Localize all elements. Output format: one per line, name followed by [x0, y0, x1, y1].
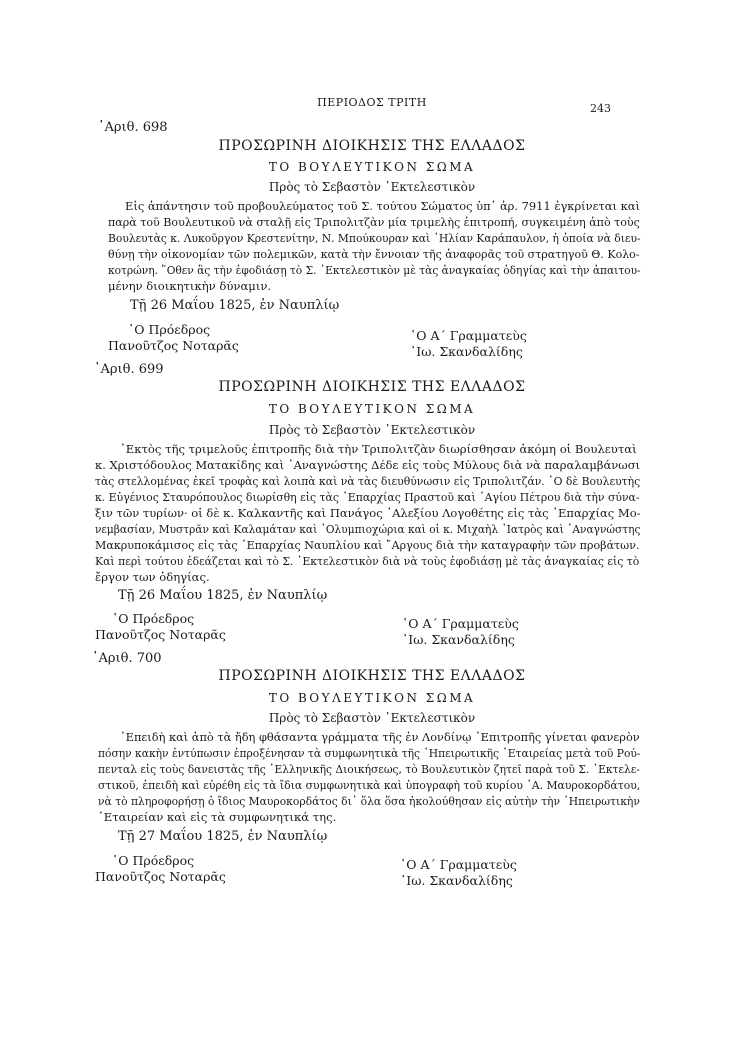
document-heading: ΠΡΟΣΩΡΙΝΗ ΔΙΟΙΚΗΣΙΣ ΤΗΣ ΕΛΛΑΔΟΣ — [218, 668, 526, 684]
document-addressee: Πρὸς τὸ Σεβαστὸν ᾿Εκτελεστικὸν — [268, 180, 476, 194]
president-name: Πανοῦτζος Νοταρᾶς — [95, 627, 226, 642]
document-date: Τῇ 26 Μαΐου 1825, ἐν Ναυπλίῳ — [130, 298, 340, 313]
body-line: νὰ τὸ πληροφορήσῃ ὁ ἴδιος Μαυροκορδάτος δι᾿ ὅλα ὅσα ἠκολούθησαν εἰς αὐτὴν τὴν ᾿Ηπειρωτικὴν — [98, 794, 640, 808]
body-line: ᾿Επειδὴ καὶ ἀπὸ τὰ ἤδη φθάσαντα γράμματα τῆς ἐν Λονδίνῳ ᾿Επιτροπῆς γίνεται φανερὸν — [120, 730, 640, 744]
body-line: Εἰς ἀπάντησιν τοῦ προβουλεύματος τοῦ Σ. τούτου Σώματος ὑπ᾿ ἀρ. 7911 ἐγκρίνεται καὶ — [125, 199, 640, 213]
president-title: ῾Ο Πρόεδρος — [128, 322, 211, 337]
document-heading: ΠΡΟΣΩΡΙΝΗ ΔΙΟΙΚΗΣΙΣ ΤΗΣ ΕΛΛΑΔΟΣ — [218, 138, 526, 154]
document-date: Τῇ 26 Μαΐου 1825, ἐν Ναυπλίῳ — [118, 588, 328, 603]
president-name: Πανοῦτζος Νοταρᾶς — [95, 869, 226, 884]
document-number: ᾿Αριθ. 699 — [94, 362, 164, 377]
page-number: 243 — [590, 102, 611, 115]
document-subheading: ΤΟ ΒΟΥΛΕΥΤΙΚΟΝ ΣΩΜΑ — [268, 160, 476, 174]
president-title: ῾Ο Πρόεδρος — [112, 611, 195, 626]
body-line: ῾Εταιρείαν καὶ εἰς τὰ συμφωνητικά της. — [98, 810, 337, 824]
secretary-name: ᾿Ιω. Σκανδαλίδης — [402, 632, 515, 647]
document-number: ᾿Αριθ. 700 — [92, 651, 162, 666]
body-line: κοτρώνη. ῞Οθεν ἃς τὴν ἐφοδιάσῃ τὸ Σ. ᾿Εκτελεστικὸν μὲ τὰς ἀναγκαίας ὁδηγίας καὶ τὴν ἀπαιτου- — [108, 263, 641, 277]
president-name: Πανοῦτζος Νοταρᾶς — [108, 338, 239, 353]
secretary-name: ᾿Ιω. Σκανδαλίδης — [410, 344, 523, 359]
body-line: πόσην κακὴν ἐντύπωσιν ἐπροξένησαν τὰ συμφωνητικὰ τῆς ᾿Ηπειρωτικῆς ῾Εταιρείας μετὰ τοῦ Ρού- — [98, 746, 641, 760]
body-line: κ. Εὐγένιος Σταυρόπουλος διωρίσθη εἰς τὰς ᾿Επαρχίας Πραστοῦ καὶ ῾Αγίου Πέτρου διὰ τὴν σύνα- — [95, 490, 640, 504]
body-line: κ. Χριστόδουλος Ματακίδης καὶ ᾿Αναγνώστης Δέδε εἰς τοὺς Μύλους διὰ νὰ παραλαμβάνωσι — [95, 458, 641, 472]
body-line: θύνῃ τὴν οἰκονομίαν τῶν πολεμικῶν, κατὰ τὴν ἔννοιαν τῆς ἀναφορᾶς τοῦ στρατηγοῦ Θ. Κολο- — [108, 247, 640, 261]
body-line: ξιν τῶν τυρίων· οἱ δὲ κ. Καλκαντῆς καὶ Πανάγος ᾿Αλεξίου Λογοθέτης εἰς τὰς ᾿Επαρχίας Μο- — [95, 506, 641, 520]
document-subheading: ΤΟ ΒΟΥΛΕΥΤΙΚΟΝ ΣΩΜΑ — [268, 691, 476, 705]
body-line: Μακρυποκάμισος εἰς τὰς ᾿Επαρχίας Ναυπλίου καὶ ῎Αργους διὰ τὴν καταγραφὴν τῶν προβάτων. — [95, 538, 640, 552]
document-number: ᾿Αριθ. 698 — [98, 120, 168, 135]
document-date: Τῇ 27 Μαΐου 1825, ἐν Ναυπλίῳ — [118, 829, 328, 844]
body-line: Καὶ περὶ τούτου ἐδεάζεται καὶ τὸ Σ. ᾿Εκτελεστικὸν διὰ νὰ τοὺς ἐφοδιάσῃ μὲ τὰς ἀναγκαίας εἰς τὸ — [95, 554, 640, 568]
secretary-title: ῾Ο Α΄ Γραμματεὺς — [402, 616, 519, 631]
body-line: παρὰ τοῦ Βουλευτικοῦ νὰ σταλῇ εἰς Τριπολιτζὰν μία τριμελὴς ἐπιτροπή, συγκειμένη ἀπὸ τοὺς — [108, 215, 640, 229]
body-line: στικοῦ, ἐπειδὴ καὶ εὑρέθη εἰς τὰ ἴδια συμφωνητικὰ καὶ ὑπογραφὴ τοῦ κυρίου ᾿Α. Μαυροκορδάτου, — [98, 778, 641, 792]
body-line: μένην διοικητικὴν δύναμιν. — [108, 279, 272, 293]
body-line: ᾿Εκτὸς τῆς τριμελοῦς ἐπιτροπῆς διὰ τὴν Τριπολιτζὰν διωρίσθησαν ἀκόμη οἱ Βουλευταὶ — [120, 442, 637, 456]
body-line: πενταλ εἰς τοὺς δανειστὰς τῆς ῾Ελληνικῆς Διοικήσεως, τὸ Βουλευτικὸν ζητεῖ παρὰ τοῦ Σ. ᾿Εκτελε- — [98, 762, 640, 776]
document-addressee: Πρὸς τὸ Σεβαστὸν ᾿Εκτελεστικὸν — [268, 711, 476, 725]
body-line: νεμβασίαν, Μυστρᾶν καὶ Καλαμάταν καὶ ᾿Ολυμπιοχώρια καὶ οἱ κ. Μιχαὴλ ᾿Ιατρὸς καὶ ᾿Αναγνώστης — [95, 522, 641, 536]
body-line: Βουλευτὰς κ. Λυκοῦργον Κρεστενίτην, Ν. Μπούκουραν καὶ ᾿Ηλίαν Καράπαυλον, ἡ ὁποία νὰ διευ- — [108, 231, 641, 245]
secretary-title: ῾Ο Α΄ Γραμματεὺς — [410, 328, 527, 343]
president-title: ῾Ο Πρόεδρος — [112, 853, 195, 868]
document-addressee: Πρὸς τὸ Σεβαστὸν ᾿Εκτελεστικὸν — [268, 423, 476, 437]
secretary-name: ᾿Ιω. Σκανδαλίδης — [400, 873, 513, 888]
running-head: ΠΕΡΙΟΔΟΣ ΤΡΙΤΗ — [317, 96, 427, 109]
document-heading: ΠΡΟΣΩΡΙΝΗ ΔΙΟΙΚΗΣΙΣ ΤΗΣ ΕΛΛΑΔΟΣ — [218, 379, 526, 395]
body-line: ἔργον των ὁδηγίας. — [95, 570, 210, 584]
document-subheading: ΤΟ ΒΟΥΛΕΥΤΙΚΟΝ ΣΩΜΑ — [268, 402, 476, 416]
body-line: τὰς στελλομένας ἐκεῖ τροφὰς καὶ λοιπὰ καὶ νὰ τὰς διευθύνωσιν εἰς Τριπολιτζάν. ῾Ο δὲ Βουλευτὴς — [95, 474, 641, 488]
secretary-title: ῾Ο Α΄ Γραμματεὺς — [400, 857, 517, 872]
